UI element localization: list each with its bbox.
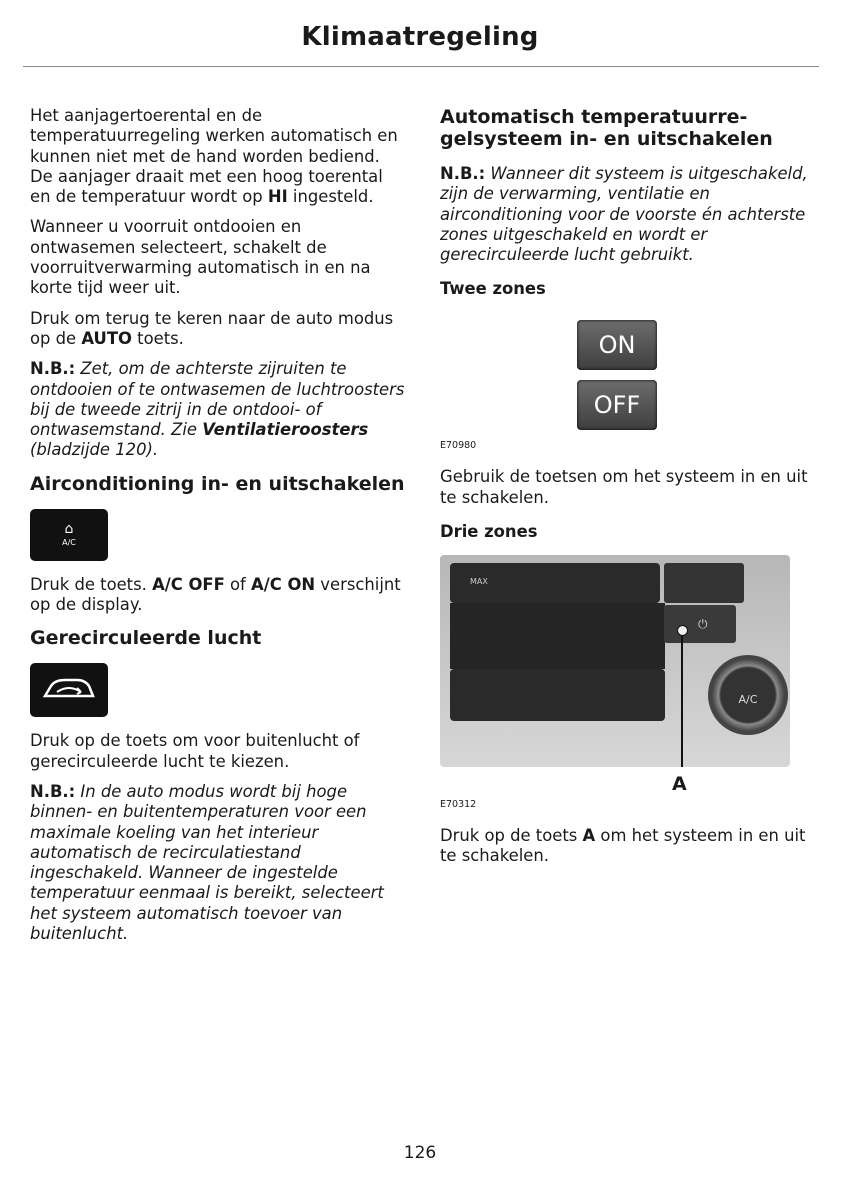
text: Wanneer dit systeem is uitgeschakeld, zijn de verwarming, ventilatie en airconditioning voor de voorste én achterste zones uitgeschakeld en wordt er gerecirculeerde lucht gebruikt. [440,164,808,265]
text: Zet, om de achterste zijruiten te ontdooien of te ontwasemen de luchtroosters bij de tweede zitrij in de ontdooi- of ontwasemstand. Zie [30,359,405,440]
text: of [224,574,252,594]
link-text: Ventilatieroosters [202,420,369,440]
on-button-image: ON [577,320,657,370]
note-label: N.B.: [30,359,76,379]
text: verschijnt op de display. [30,574,401,615]
text: Druk om terug te keren naar de auto modus op de [30,308,394,348]
panel-bottom-buttons [450,669,665,721]
text: Druk de toets. [30,574,153,594]
paragraph-recirc: Druk op de toets om voor buitenlucht of gerecirculeerde lucht te kiezen. [30,731,360,771]
bold-text: A/C OFF [152,574,225,594]
recirculation-button-icon [30,663,108,717]
panel-ac-knob [708,655,788,735]
power-icon: ⏻ [698,617,708,632]
text: toets. [131,328,184,348]
ac-button-icon [30,509,108,561]
note-label: N.B.: [440,164,486,183]
text: Druk op de toets [440,826,583,846]
callout-leader-line [681,629,683,767]
max-defrost-label: MAX [470,577,488,587]
bold-text: A [582,826,596,846]
text: Het aanjagertoerental en de temperatuurregeling werken automatisch en kunnen niet met de hand worden bediend. De aanjager draait met een hoog toerental en de temperatuur wordt op [30,106,398,207]
note-label: N.B.: [30,781,76,801]
car-recirculation-icon [39,674,99,706]
paragraph-ac [30,575,405,616]
text: om het systeem in en uit te schakelen. [440,826,806,866]
callout-dot [677,625,688,636]
text: ingesteld. [287,187,374,207]
page-title: Klimaatregeling [301,22,539,52]
heading-ac: Airconditioning in- en uitschakelen [30,472,405,495]
paragraph-auto-fan [30,106,405,207]
paragraph-defrost: Wanneer u voorruit ontdooien en ontwasemen selecteert, schakelt de voorruitverwarming automatisch in en na korte tijd weer uit. [30,217,371,298]
note-rear-windows [30,359,405,460]
panel-top-buttons [450,563,660,603]
climate-panel-image [440,555,790,767]
note-auto-system [440,164,820,265]
image-code: E70312 [440,799,477,811]
panel-power-button [664,605,736,643]
knob-ac-label: A/C [738,693,758,707]
paragraph-three-zones [440,826,820,867]
bold-text: AUTO [81,328,132,348]
page-number: 126 [403,1143,437,1163]
paragraph-auto-mode [30,309,405,350]
off-button-image: OFF [577,380,657,430]
text: In de auto modus wordt bij hoge binnen- en buitentemperaturen voor een maximale koeling van het interieur automatisch de recirculatiestand ingeschakeld. Wanneer de ingestelde temperatuur eenmaal is bereikt, selecteert het systeem automatisch toevoer van buitenlucht. [30,781,384,944]
right-column [440,106,820,877]
text: (bladzijde 120). [30,440,159,460]
heading-recirc: Gerecirculeerde lucht [30,627,262,650]
callout-label-a: A [672,773,687,796]
panel-seat-button [664,563,744,603]
title-divider [23,66,819,67]
paragraph-two-zones: Gebruik de toetsen om het systeem in en uit te schakelen. [440,467,808,507]
ac-fan-icon: ⌂ [64,521,74,538]
ac-icon-label: A/C [62,538,76,548]
heading-auto-system: Automatisch temperatuurre-gelsysteem in- en uitschakelen [440,106,773,150]
left-column [30,106,405,954]
heading-two-zones: Twee zones [440,279,546,299]
panel-display [450,603,665,669]
bold-text: HI [267,187,288,207]
image-code: E70980 [440,440,477,452]
note-recirc [30,782,405,944]
heading-three-zones: Drie zones [440,522,538,542]
bold-text: A/C ON [251,574,316,594]
